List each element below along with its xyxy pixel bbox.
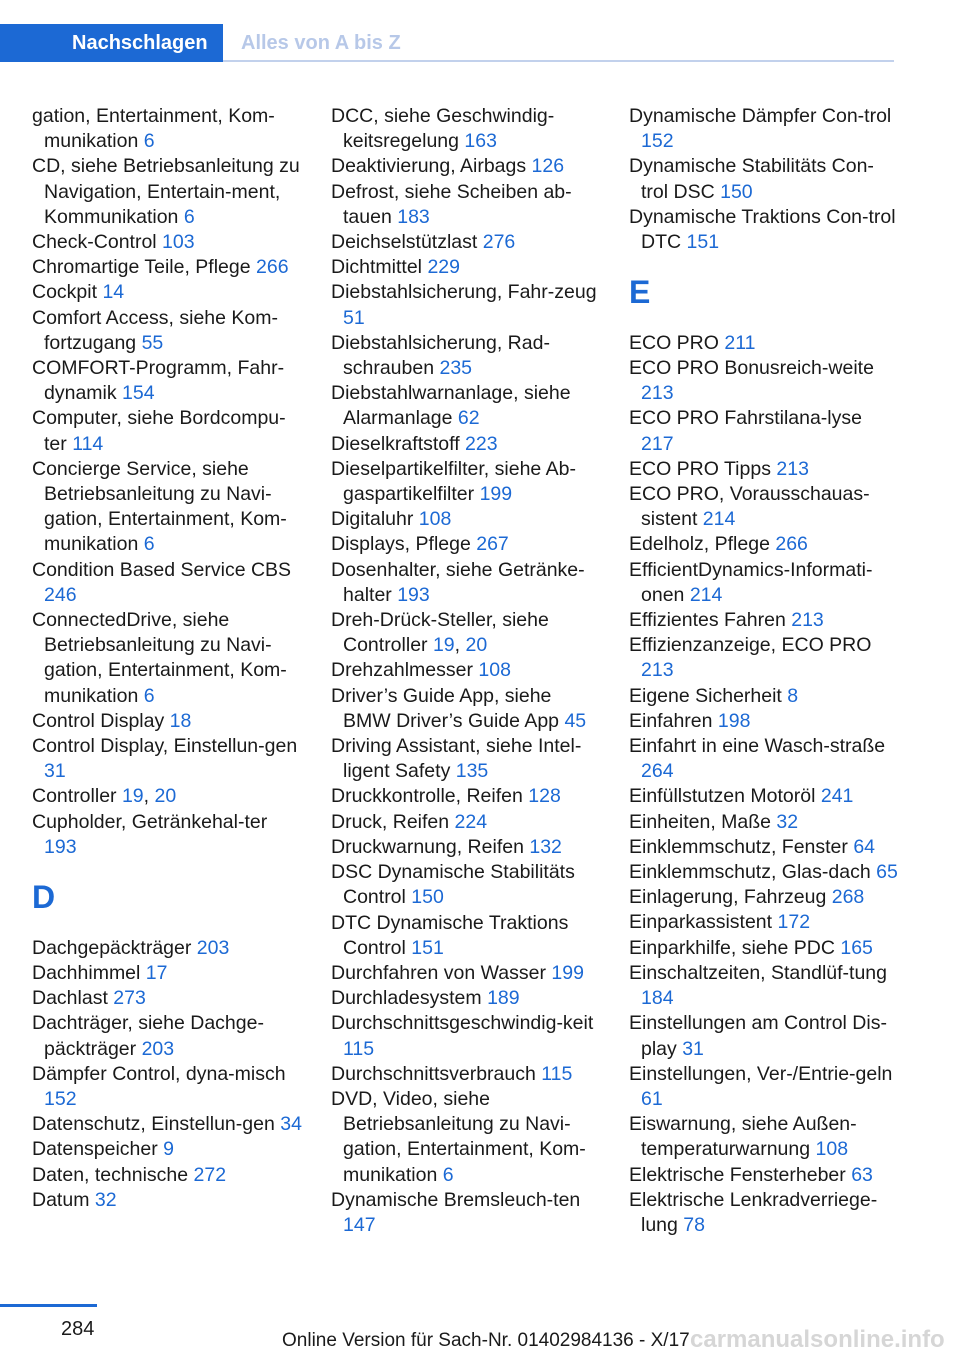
index-column-3	[629, 104, 899, 1238]
index-entry	[32, 406, 302, 456]
index-term: Einfahrt in eine Wasch-straße	[629, 735, 886, 758]
index-term: Effizienzanzeige, ECO PRO	[629, 634, 872, 657]
index-entry	[331, 1062, 601, 1087]
index-entry	[629, 356, 899, 406]
index-entry	[629, 558, 899, 608]
index-entry	[331, 180, 601, 230]
index-term: Einstellungen, Ver-/Entrie-geln	[629, 1062, 893, 1085]
index-entry	[331, 1011, 601, 1061]
index-entry	[331, 154, 601, 179]
page-link[interactable]: 150	[411, 886, 444, 909]
index-entry	[629, 709, 899, 734]
index-entry	[629, 910, 899, 935]
page-link[interactable]: 6	[143, 684, 155, 707]
page-link[interactable]: 193	[44, 835, 77, 858]
page-link[interactable]: 8	[787, 684, 799, 707]
index-term: Daten, technische	[32, 1163, 194, 1186]
index-entry	[32, 961, 302, 986]
index-term: Druckkontrolle, Reifen	[331, 785, 529, 808]
index-term: Durchschnittsgeschwindig-keit	[331, 1012, 594, 1035]
index-term: Diebstahlsicherung, Fahr-zeug	[331, 281, 597, 304]
index-entry	[629, 784, 899, 809]
index-entry	[331, 331, 601, 381]
page-link[interactable]: 154	[122, 382, 155, 405]
index-term: Cupholder, Getränkehal-ter	[32, 810, 268, 833]
index-term: ECO PRO, Vorausschauas-sistent	[629, 483, 870, 531]
page-link[interactable]: 198	[717, 709, 751, 732]
index-term: Einlagerung, Fahrzeug	[629, 886, 832, 909]
page-link[interactable]: 108	[815, 1138, 849, 1161]
page-link[interactable]: 241	[820, 785, 854, 808]
index-term: Edelholz, Pflege	[629, 533, 776, 556]
watermark-logo: carmanualsonline.info	[690, 1326, 945, 1353]
page-link[interactable]: 17	[145, 961, 168, 984]
index-entry	[629, 810, 899, 835]
index-entry	[629, 936, 899, 961]
page-link[interactable]: 203	[196, 936, 230, 959]
index-term: Einfahren	[629, 709, 718, 732]
page-link[interactable]: 246	[44, 583, 77, 606]
index-entry	[629, 961, 899, 1011]
index-term: ECO PRO	[629, 331, 725, 354]
section-letter: D	[32, 879, 56, 916]
section-tab-alles-von-a-bis-z[interactable]: Alles von A bis Z	[241, 32, 401, 54]
index-term: Dachträger, siehe Dachge-päckträger	[32, 1012, 264, 1060]
index-term: COMFORT-Programm, Fahr-dynamik	[32, 357, 285, 405]
page-link[interactable]: 34	[280, 1113, 302, 1136]
index-term: DCC, siehe Geschwindig-keitsregelung	[331, 105, 555, 153]
index-entry	[32, 356, 302, 406]
index-entry	[32, 734, 302, 784]
index-term: Dynamische Dämpfer Con-trol	[629, 105, 892, 127]
index-entry	[629, 406, 899, 456]
index-entry	[629, 1011, 899, 1061]
index-entry	[331, 432, 601, 457]
index-entry	[331, 810, 601, 835]
index-term: EfficientDynamics-Informati-onen	[629, 558, 873, 606]
page-link[interactable]: 213	[791, 609, 824, 632]
index-term: DSC Dynamische Stabilitäts Control	[331, 861, 575, 909]
section-letter: E	[629, 274, 651, 311]
page-link[interactable]: 115	[343, 1037, 375, 1060]
index-term: Eigene Sicherheit	[629, 684, 788, 707]
index-term: DVD, Video, siehe Betriebsanleitung zu Navi-gation, Entertainment, Kom-munikation	[331, 1087, 586, 1186]
page-link[interactable]: 115	[541, 1062, 573, 1085]
index-term: Deaktivierung, Airbags	[331, 155, 532, 178]
index-term: DTC Dynamische Traktions Control	[331, 911, 569, 959]
index-entry	[331, 381, 601, 431]
index-entry	[629, 1112, 899, 1162]
page-link[interactable]: 203	[141, 1037, 175, 1060]
page-link[interactable]: 19	[432, 634, 455, 657]
index-term: Control Display, Einstellun-gen	[32, 735, 298, 758]
index-entry	[331, 457, 601, 507]
index-term: Comfort Access, siehe Kom-fortzugang	[32, 306, 278, 354]
index-term: ECO PRO Bonusreich-weite	[629, 357, 874, 380]
page-link[interactable]: 150	[720, 180, 753, 203]
page-link[interactable]: 211	[724, 331, 756, 354]
page-link[interactable]: 6	[143, 533, 155, 556]
index-term: Einparkhilfe, siehe PDC	[629, 936, 841, 959]
index-term: Check-Control	[32, 231, 163, 254]
page-link[interactable]: 193	[397, 583, 430, 606]
page-link[interactable]: 214	[702, 508, 736, 531]
index-term: Elektrische Lenkradverriege-lung	[629, 1188, 878, 1236]
page-link[interactable]: 6	[442, 1163, 454, 1186]
index-term: Einklemmschutz, Glas-dach	[629, 861, 877, 884]
page-link[interactable]: 151	[411, 936, 444, 959]
index-entry	[32, 457, 302, 558]
index-entry	[629, 860, 899, 885]
page-link[interactable]: 135	[455, 760, 489, 783]
index-entry	[629, 457, 899, 482]
index-term: Datum	[32, 1188, 95, 1211]
index-term: gation, Entertainment, Kom-munikation	[32, 105, 275, 153]
index-entry	[629, 1188, 899, 1238]
index-term: Einschaltzeiten, Standlüf-tung	[629, 961, 887, 984]
index-entry	[32, 1011, 302, 1061]
index-entry	[32, 810, 302, 860]
index-term: Dachlast	[32, 987, 114, 1010]
page-link[interactable]: 6	[183, 205, 195, 228]
page-link[interactable]: 31	[682, 1037, 704, 1060]
index-entry	[331, 230, 601, 255]
page-link[interactable]: 20	[465, 634, 488, 657]
index-entry	[32, 608, 302, 709]
index-term: Durchschnittsverbrauch	[331, 1062, 542, 1085]
index-term: Datenspeicher	[32, 1138, 164, 1161]
index-entry	[331, 507, 601, 532]
index-term: ECO PRO Tipps	[629, 457, 777, 480]
page-link[interactable]: 114	[72, 432, 104, 455]
index-entry	[629, 633, 899, 683]
page-link[interactable]: 108	[418, 508, 452, 531]
index-term: ECO PRO Fahrstilana-lyse	[629, 407, 862, 430]
page-link[interactable]: 235	[439, 357, 473, 380]
page-link[interactable]: 63	[851, 1163, 873, 1186]
page-link[interactable]: 78	[683, 1213, 705, 1236]
page-link[interactable]: 132	[529, 835, 562, 858]
index-entry	[331, 684, 601, 734]
page-link[interactable]: 103	[162, 231, 195, 254]
index-entry	[32, 1062, 302, 1112]
page-link[interactable]: 229	[427, 256, 460, 279]
index-entry	[629, 835, 899, 860]
index-entry	[629, 734, 899, 784]
index-term: Concierge Service, siehe Betriebsanleitung zu Navi-gation, Entertainment, Kom-munikation	[32, 457, 287, 556]
index-entry	[629, 532, 899, 557]
page-link[interactable]: 217	[641, 432, 674, 455]
page-link[interactable]: 152	[44, 1087, 77, 1110]
index-term: Deichselstützlast	[331, 231, 483, 254]
online-version-note: Online Version für Sach-Nr. 01402984136 - X/17	[282, 1330, 690, 1351]
page-link[interactable]: 266	[256, 256, 289, 279]
index-entry	[32, 986, 302, 1011]
index-entry	[331, 558, 601, 608]
index-term: Einparkassistent	[629, 911, 778, 934]
page-link[interactable]: 276	[482, 231, 516, 254]
page-link[interactable]: 20	[154, 785, 177, 808]
index-entry	[629, 885, 899, 910]
page-link[interactable]: 14	[102, 281, 125, 304]
index-column-1	[32, 104, 302, 1213]
page-link[interactable]: 32	[776, 810, 799, 833]
index-entry	[331, 532, 601, 557]
page-link[interactable]: 64	[853, 835, 876, 858]
page-link[interactable]: 163	[464, 130, 497, 153]
index-term: Eiswarnung, siehe Außen-temperaturwarnung	[629, 1113, 857, 1161]
index-entry	[331, 961, 601, 986]
page-link[interactable]: 55	[141, 331, 164, 354]
index-entry	[32, 255, 302, 280]
page-link[interactable]: 51	[343, 306, 365, 329]
page-link[interactable]: 266	[775, 533, 808, 556]
index-column-2	[331, 104, 601, 1238]
index-term: Dieselkraftstoff	[331, 432, 466, 455]
index-term: Digitaluhr	[331, 508, 419, 531]
index-entry	[331, 986, 601, 1011]
page-link[interactable]: 267	[476, 533, 509, 556]
page-link[interactable]: 213	[641, 382, 674, 405]
index-entry	[32, 306, 302, 356]
index-term: Diebstahlsicherung, Rad-schrauben	[331, 331, 550, 380]
page-link[interactable]: 18	[169, 709, 192, 732]
page-link[interactable]: 272	[193, 1163, 227, 1186]
index-term: Condition Based Service CBS	[32, 558, 292, 581]
index-term: Diebstahlwarnanlage, siehe Alarmanlage	[331, 382, 571, 430]
page-link[interactable]: 45	[564, 709, 587, 732]
index-entry	[32, 1188, 302, 1213]
index-entry	[331, 860, 601, 910]
index-entry	[331, 280, 601, 330]
header-divider	[223, 60, 894, 62]
index-term: Durchladesystem	[331, 987, 488, 1010]
index-term: Dreh-Drück-Steller, siehe Controller	[331, 609, 549, 657]
index-entry	[331, 1188, 601, 1238]
page-link[interactable]: 61	[641, 1087, 663, 1110]
page-link[interactable]: 189	[487, 987, 520, 1010]
index-entry	[629, 1062, 899, 1112]
index-term: Dosenhalter, siehe Getränke-halter	[331, 558, 585, 606]
index-term: Dachgepäckträger	[32, 936, 197, 959]
index-entry	[629, 331, 899, 356]
page-link[interactable]: 108	[478, 659, 511, 682]
index-term: Einstellungen am Control Dis-play	[629, 1012, 887, 1060]
index-term: Chromartige Teile, Pflege	[32, 256, 257, 279]
index-entry	[331, 1087, 601, 1188]
index-entry	[331, 255, 601, 280]
page-link[interactable]: 273	[113, 987, 146, 1010]
page-link[interactable]: 224	[454, 810, 488, 833]
index-term: Datenschutz, Einstellun-gen	[32, 1113, 281, 1136]
page-link[interactable]: 65	[876, 861, 898, 884]
page-link[interactable]: 128	[528, 785, 561, 808]
index-entry	[629, 1163, 899, 1188]
index-term: Einfüllstutzen Motoröl	[629, 785, 821, 808]
index-term: Dachhimmel	[32, 961, 146, 984]
index-entry	[629, 205, 899, 255]
index-term: Cockpit	[32, 281, 103, 304]
index-entry	[32, 1163, 302, 1188]
index-entry	[629, 482, 899, 532]
index-term: Controller	[32, 785, 122, 808]
index-term: Dämpfer Control, dyna-misch	[32, 1062, 286, 1085]
index-entry	[629, 684, 899, 709]
index-entry	[32, 154, 302, 230]
index-entry	[32, 558, 302, 608]
page-link[interactable]: 172	[777, 911, 811, 934]
page-link[interactable]: 62	[457, 407, 480, 430]
index-term: Drehzahlmesser	[331, 659, 479, 682]
index-term: Druckwarnung, Reifen	[331, 835, 530, 858]
page-link[interactable]: 268	[831, 886, 865, 909]
index-entry	[331, 734, 601, 784]
index-term: Einheiten, Maße	[629, 810, 777, 833]
index-term: Defrost, siehe Scheiben ab-tauen	[331, 180, 572, 228]
index-entry	[32, 1112, 302, 1137]
index-term: Effizientes Fahren	[629, 609, 792, 632]
index-entry	[32, 936, 302, 961]
page-link[interactable]: 183	[397, 205, 430, 228]
page-link[interactable]: 184	[641, 987, 674, 1010]
index-term: Computer, siehe Bordcompu-ter	[32, 407, 286, 455]
index-term: Druck, Reifen	[331, 810, 455, 833]
page-link[interactable]: 126	[531, 155, 565, 178]
page-number: 284	[61, 1318, 95, 1340]
page-link[interactable]: 32	[94, 1188, 117, 1211]
index-entry	[629, 608, 899, 633]
index-term: Control Display	[32, 709, 170, 732]
index-term: Driving Assistant, siehe Intel-ligent Safety	[331, 735, 582, 783]
index-term: Elektrische Fensterheber	[629, 1163, 852, 1186]
index-term: Displays, Pflege	[331, 533, 477, 556]
index-entry	[32, 280, 302, 305]
section-tab-nachschlagen[interactable]: Nachschlagen	[0, 24, 223, 62]
page-link[interactable]: 19	[121, 785, 144, 808]
footer-accent-line	[0, 1304, 97, 1307]
index-entry	[629, 104, 899, 154]
page-link[interactable]: 223	[465, 432, 498, 455]
index-term: CD, siehe Betriebsanleitung zu Navigation, Entertain-ment, Kommunikation	[32, 155, 300, 228]
index-term: Dichtmittel	[331, 256, 428, 279]
page-link[interactable]: 31	[44, 760, 66, 783]
page-link[interactable]: 199	[479, 483, 513, 506]
page-link[interactable]: 213	[641, 659, 674, 682]
page-link[interactable]: 147	[343, 1213, 376, 1236]
index-entry	[32, 104, 302, 154]
index-entry: Dreh-Drück-Steller, siehe Controller 19, 20	[331, 609, 549, 657]
page-link[interactable]: 213	[776, 457, 809, 480]
page-header	[0, 24, 894, 62]
page-link[interactable]: 165	[840, 936, 873, 959]
index-entry	[32, 709, 302, 734]
index-term: Dieselpartikelfilter, siehe Ab-gaspartikelfilter	[331, 457, 576, 506]
index-term: Dynamische Stabilitäts Con-trol DSC	[629, 155, 874, 203]
index-term: Durchfahren von Wasser	[331, 961, 552, 984]
index-term: Dynamische Traktions Con-trol DTC	[629, 205, 896, 254]
page-link[interactable]: 214	[689, 583, 723, 606]
index-entry	[331, 784, 601, 809]
index-term: Driver’s Guide App, siehe BMW Driver’s Guide App	[331, 684, 565, 732]
index-entry	[331, 104, 601, 154]
page-link[interactable]: 6	[143, 130, 155, 153]
index-term: Einklemmschutz, Fenster	[629, 835, 854, 858]
index-entry	[331, 911, 601, 961]
index-entry	[331, 835, 601, 860]
index-entry	[331, 658, 601, 683]
index-entry	[32, 1137, 302, 1162]
index-term: ConnectedDrive, siehe Betriebsanleitung zu Navi-gation, Entertainment, Kom-munikation	[32, 609, 287, 707]
index-term: Dynamische Bremsleuch-ten	[331, 1188, 581, 1211]
page-link[interactable]: 9	[163, 1138, 175, 1161]
page-link[interactable]: 151	[686, 231, 720, 254]
page-link[interactable]: 264	[641, 760, 674, 783]
index-entry	[629, 154, 899, 204]
index-entry: Controller 19, 20	[32, 785, 177, 808]
index-entry	[32, 230, 302, 255]
page-link[interactable]: 199	[551, 961, 584, 984]
page-link[interactable]: 152	[641, 130, 674, 153]
